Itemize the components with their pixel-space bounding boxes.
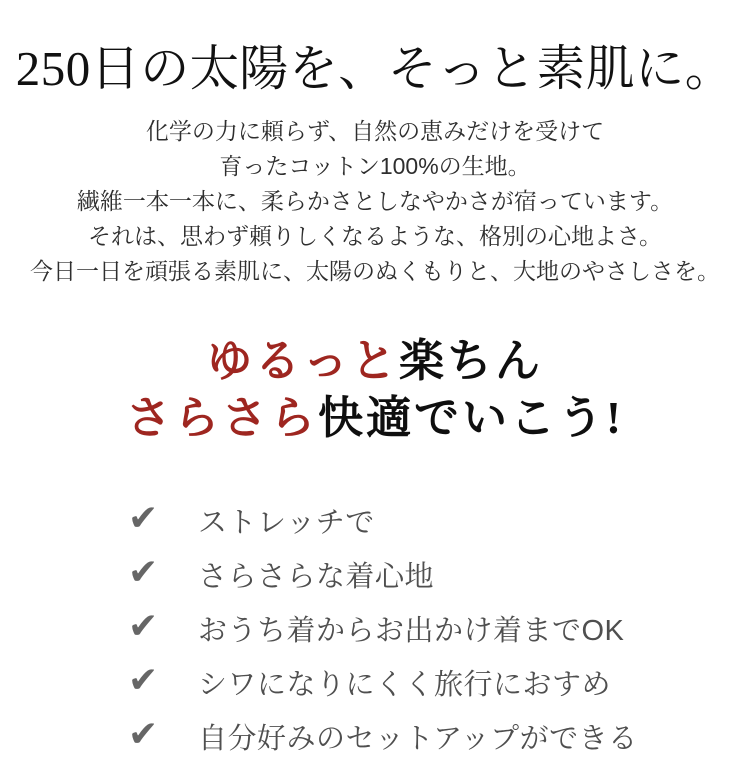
feature-text-3: おうち着からお出かけ着までOK bbox=[198, 614, 625, 647]
catchphrase-line-2 bbox=[0, 390, 750, 447]
feature-item-4 bbox=[128, 655, 750, 709]
feature-item-3 bbox=[128, 601, 750, 655]
intro-line-3: 繊維一本一本に、柔らかさとしなやかさが宿っています。 bbox=[76, 188, 674, 214]
catchphrase bbox=[0, 333, 750, 447]
feature-item-5 bbox=[128, 709, 750, 763]
feature-list bbox=[0, 493, 750, 763]
intro-line-2: 育ったコットン100%の生地。 bbox=[219, 153, 531, 179]
feature-text-2: さらさらな着心地 bbox=[198, 560, 435, 593]
catchphrase-line-1 bbox=[0, 333, 750, 390]
page-title: 250日の太陽を、そっと素肌に。 bbox=[15, 41, 735, 96]
checkmark-icon: ✔ bbox=[128, 605, 159, 646]
intro-line-1: 化学の力に頼らず、自然の恵みだけを受けて bbox=[145, 118, 605, 144]
intro-line-4: それは、思わず頼りしくなるような、格別の心地よさ。 bbox=[87, 223, 663, 249]
feature-item-2 bbox=[128, 547, 750, 601]
checkmark-icon: ✔ bbox=[128, 497, 159, 538]
intro-paragraph bbox=[0, 114, 750, 289]
checkmark-icon: ✔ bbox=[128, 713, 159, 754]
catchphrase-line-1-black: 楽ちん bbox=[399, 336, 544, 386]
feature-text-4: シワになりにくく旅行におすめ bbox=[198, 668, 612, 701]
checkmark-icon: ✔ bbox=[128, 551, 159, 592]
catchphrase-line-2-black: 快適でいこう! bbox=[318, 393, 624, 443]
feature-text-1: ストレッチで bbox=[198, 506, 375, 539]
intro-line-5: 今日一日を頑張る素肌に、太陽のぬくもりと、大地のやさしさを。 bbox=[30, 258, 720, 284]
feature-item-1 bbox=[128, 493, 750, 547]
feature-text-5: 自分好みのセットアップができる bbox=[198, 722, 638, 755]
checkmark-icon: ✔ bbox=[128, 659, 159, 700]
catchphrase-line-1-red: ゆるっと bbox=[206, 336, 399, 386]
catchphrase-line-2-red: さらさら bbox=[125, 393, 318, 443]
